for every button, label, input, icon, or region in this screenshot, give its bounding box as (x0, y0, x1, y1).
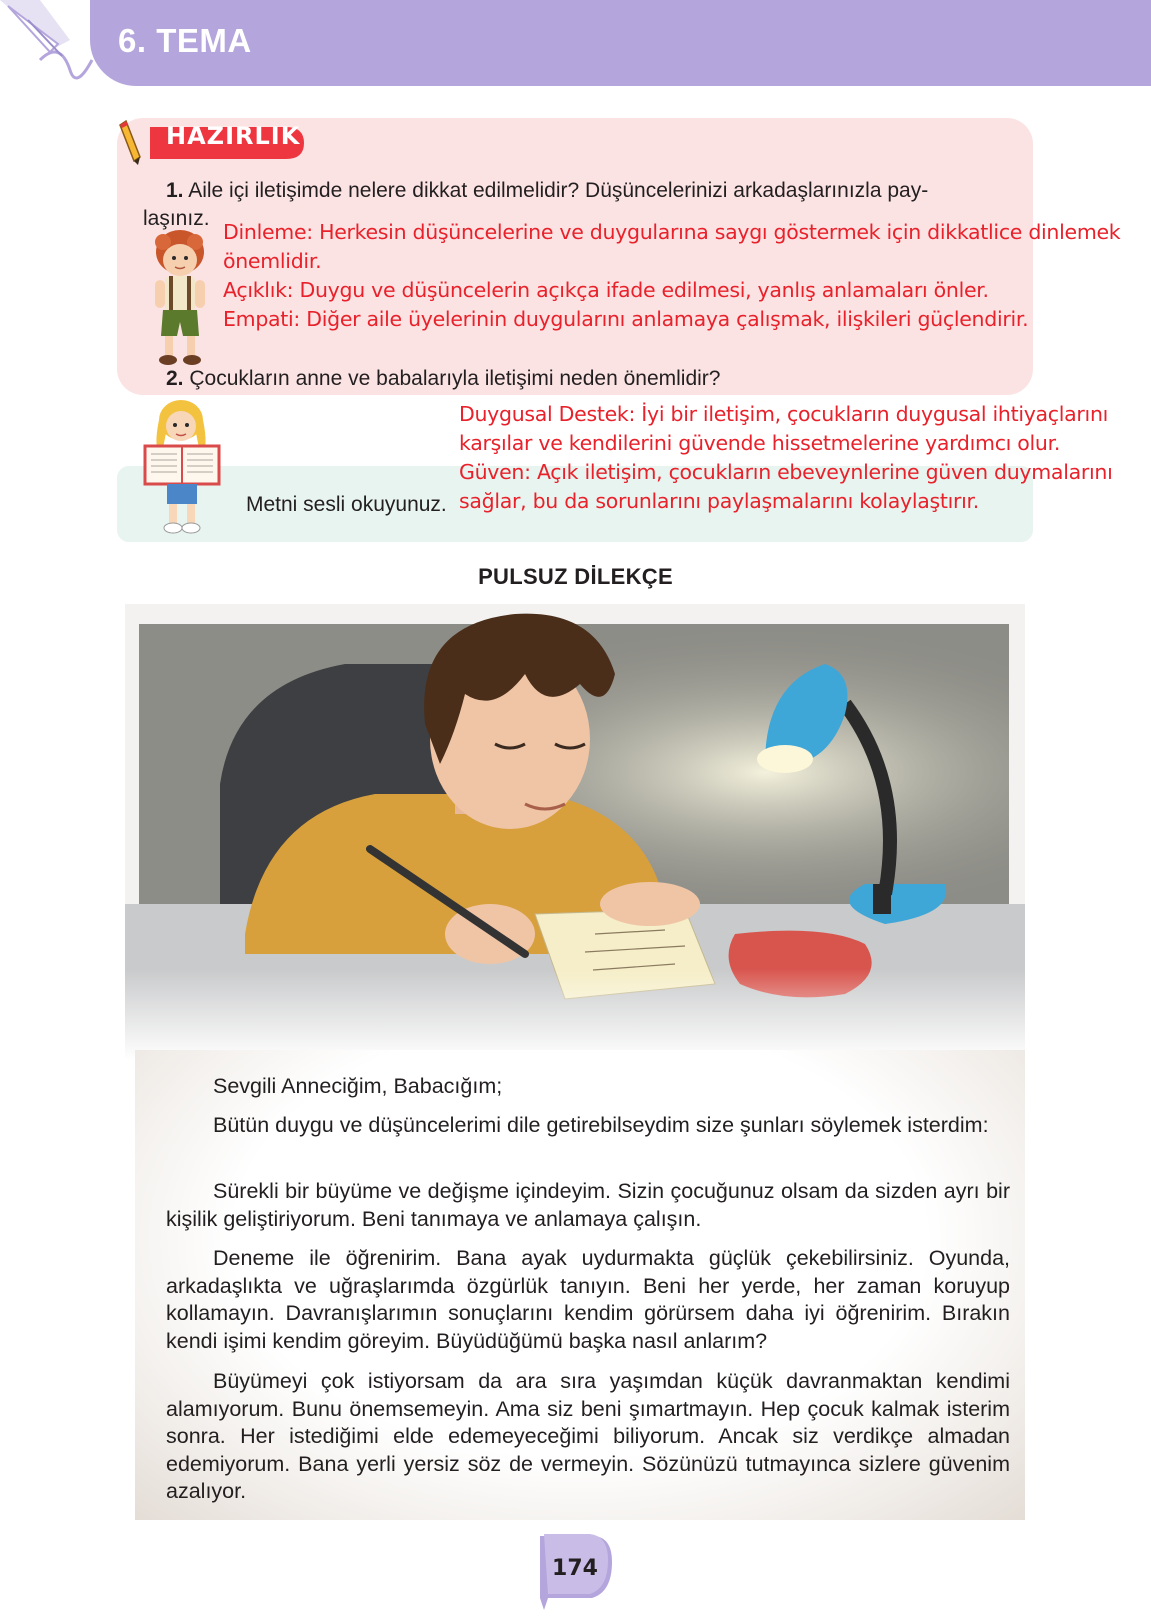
question-1-text-line1: Aile içi iletişimde nelere dikkat edilmelidir? Düşüncelerinizi arkadaşlarınızla pay- (188, 179, 929, 202)
read-aloud-instruction: Metni sesli okuyunuz. (246, 493, 447, 516)
story-title: PULSUZ DİLEKÇE (478, 564, 673, 589)
page-number: 174 (552, 1556, 598, 1581)
answer-2-line: Duygusal Destek: İyi bir iletişim, çocukların duygusal ihtiyaçlarını (459, 402, 1109, 426)
letter-paragraph: Büyümeyi çok istiyorsam da ara sıra yaşımdan küçük davranmaktan kendimi alamıyorum. Bunu önemsemeyin. Ama siz beni şımartmayın. Hep çocuk kalmak isterim sonra. Her istediğimi elde edemeyeceğimi biliyorum. Ancak siz verdikçe almadan edemiyorum. Bana yerli yersiz söz de vermeyin. Sözünüzü tutmayınca sizlere güvenim azalıyor. (166, 1369, 1010, 1503)
question-1-number: 1. (166, 179, 184, 202)
letter-paragraph: Deneme ile öğrenirim. Bana ayak uydurmakta güçlük çekebilirsiniz. Oyunda, arkadaşlıkta ve uğraşlarımda özgürlük tanıyın. Beni her yerde, her zaman koruyup kollamayın. Davranışlarımın sonuçlarını kendim görürsem daha iyi öğrenirim. Bırakın kendi işimi kendim göreyim. Büyüdüğümü başka nasıl anlarım? (166, 1246, 1010, 1353)
answer-2-line: Güven: Açık iletişim, çocukların ebeveynlerine güven duymalarını (459, 460, 1113, 484)
answer-2-line: karşılar ve kendilerini güvende hissetmelerine yardımcı olur. (459, 431, 1061, 455)
answer-1-line: Empati: Diğer aile üyelerinin duygularını anlamaya çalışmak, ilişkileri güçlendirir. (223, 307, 1029, 331)
question-2 (166, 365, 720, 392)
boy-character-icon (143, 228, 218, 368)
answer-2 (459, 400, 1112, 516)
hazirlik-label: HAZIRLIK (166, 122, 301, 150)
question-2-number: 2. (166, 367, 184, 390)
question-1-text-line2: laşınız. (143, 207, 210, 230)
fountain-pen-icon (0, 0, 120, 100)
answer-1 (223, 218, 1120, 334)
answer-1-line: Dinleme: Herkesin düşüncelerine ve duygularına saygı göstermek için dikkatlice dinlemek (223, 220, 1121, 244)
letter-paragraph: Bütün duygu ve düşüncelerimi dile getirebilseydim size şunları söylemek isterdim: (213, 1113, 989, 1137)
boy-writing-illustration (125, 604, 1025, 1060)
question-2-text: Çocukların anne ve babalarıyla iletişimi neden önemlidir? (189, 367, 721, 390)
answer-1-line: önemlidir. (223, 249, 322, 273)
letter-salutation: Sevgili Anneciğim, Babacığım; (213, 1074, 503, 1098)
question-1 (166, 177, 1016, 204)
answer-2-line: sağlar, bu da sorunlarını paylaşmalarını kolaylaştırır. (459, 489, 980, 513)
theme-title: 6. TEMA (118, 22, 252, 59)
answer-1-line: Açıklık: Duygu ve düşüncelerin açıkça ifade edilmesi, yanlış anlamaları önler. (223, 278, 989, 302)
letter-paragraph: Sürekli bir büyüme ve değişme içindeyim. Sizin çocuğunuz olsam da sizden ayrı bir kişilik geliştiriyorum. Beni tanımaya ve anlamaya çalışın. (166, 1179, 1010, 1231)
girl-reading-icon (143, 398, 221, 538)
